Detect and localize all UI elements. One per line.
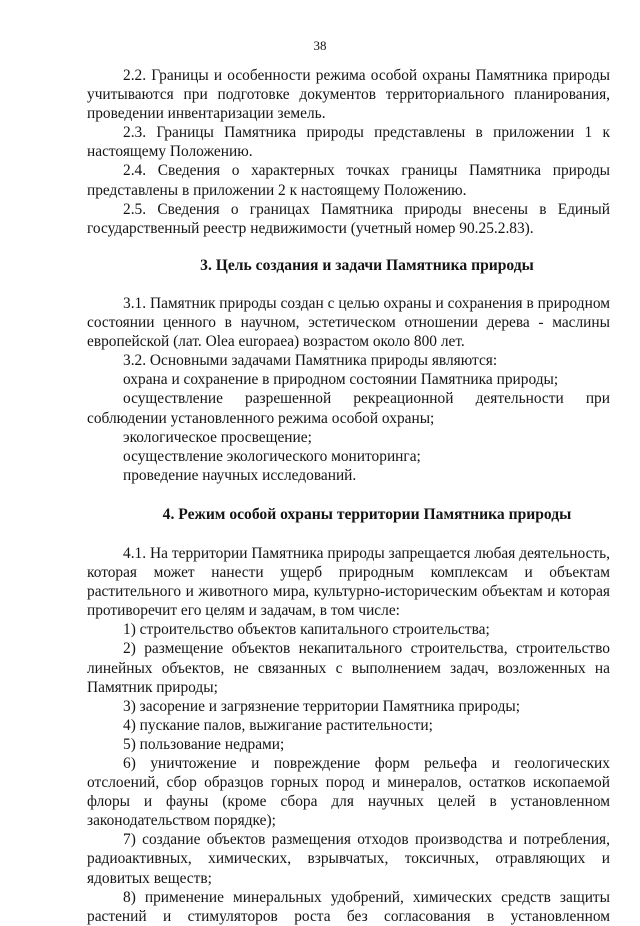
task-item: охрана и сохранение в природном состоянии Памятника природы;	[123, 371, 559, 389]
document-body	[87, 66, 610, 926]
task-item: экологическое просвещение;	[123, 428, 312, 446]
prohibition-item: 2) размещение объектов некапитального строительства, строительство линейных объектов, не связанных с выполнением задач, возложенных на Памятник природы;	[87, 640, 610, 696]
prohibition-item: 7) создание объектов размещения отходов производства и потребления, радиоактивных, химических, взрывчатых, токсичных, отравляющих и ядовитых веществ;	[87, 831, 610, 887]
task-item: осуществление разрешенной рекреационной деятельности при соблюдении установленного режима особой охраны;	[87, 390, 610, 427]
paragraph-2-5: 2.5. Сведения о границах Памятника природы внесены в Единый государственный реестр недвижимости (учетный номер 90.25.2.83).	[87, 200, 610, 237]
prohibition-item: 6) уничтожение и повреждение форм рельефа и геологических отслоений, сбор образцов горных пород и минералов, остатков ископаемой флоры и фауны (кроме сбора для научных целей в установленном законодательством порядке);	[87, 755, 610, 830]
task-item: проведение научных исследований.	[123, 466, 357, 484]
paragraph-2-2: 2.2. Границы и особенности режима особой охраны Памятника природы учитываются при подготовке документов территориального планирования, проведении инвентаризации земель.	[87, 67, 610, 123]
paragraph-2-4: 2.4. Сведения о характерных точках границы Памятника природы представлены в приложении 2 к настоящему Положению.	[87, 162, 610, 199]
prohibition-item: 1) строительство объектов капитального строительства;	[123, 621, 490, 639]
section-3-heading: 3. Цель создания и задачи Памятника природы	[200, 256, 534, 274]
paragraph-3-2: 3.2. Основными задачами Памятника природы являются:	[123, 352, 498, 370]
prohibition-item: 3) засорение и загрязнение территории Памятника природы;	[123, 697, 521, 715]
prohibition-item: 8) применение минеральных удобрений, химических средств защиты растений и стимуляторов роста без согласования в установленном	[87, 888, 610, 925]
prohibition-item: 5) пользование недрами;	[123, 735, 285, 753]
prohibition-item: 4) пускание палов, выжигание растительности;	[123, 716, 433, 734]
section-4-heading: 4. Режим особой охраны территории Памятника природы	[162, 505, 572, 523]
paragraph-2-3: 2.3. Границы Памятника природы представлены в приложении 1 к настоящему Положению.	[87, 124, 610, 161]
paragraph-4-1: 4.1. На территории Памятника природы запрещается любая деятельность, которая может нанести ущерб природным комплексам и объектам растительного и животного мира, культурно-историческим объектам и которая противоречит его целям и задачам, в том числе:	[87, 544, 610, 620]
page-number: 38	[313, 38, 327, 53]
task-item: осуществление экологического мониторинга;	[123, 447, 421, 465]
paragraph-3-1: 3.1. Памятник природы создан с целью охраны и сохранения в природном состоянии ценного в научном, эстетическом отношении дерева - маслины европейской (лат. Olea europaea) возрастом около 800 лет.	[87, 294, 610, 351]
